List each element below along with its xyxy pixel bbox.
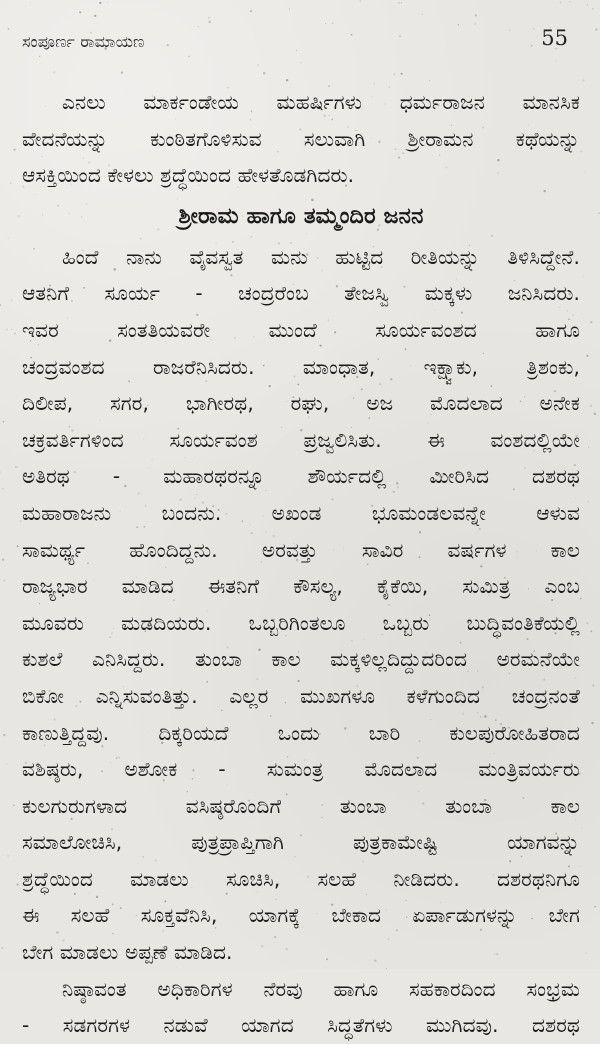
text-line: ಮಹಾರಾಜನು ಬಂದನು. ಅಖಂಡ ಭೂಮಂಡಲವನ್ನೇ ಆಳುವ [22,500,580,525]
text-line: ಈ ಸಲಹೆ ಸೂಕ್ತವೆನಿಸಿ, ಯಾಗಕ್ಕೆ ಬೇಕಾದ ಏರ್ಪಾಡುಗಳನ್ನು ಬೇಗ [22,903,580,928]
page-header [22,26,580,60]
text-line: ಅತಿರಥ - ಮಹಾರಥರನ್ನೂ ಶೌರ್ಯದಲ್ಲಿ ಮೀರಿಸಿದ ದಶರಥ [22,464,580,489]
text-line: ರಾಜ್ಯಭಾರ ಮಾಡಿದ ಈತನಿಗೆ ಕೌಸಲ್ಯ, ಕೈಕೆಯಿ, ಸುಮಿತ್ರ ಎಂಬ [22,574,580,599]
page-content [22,84,580,1044]
text-line: ಕುಶಲೆ ಎನಿಸಿದ್ದರು. ತುಂಬಾ ಕಾಲ ಮಕ್ಕಳಿಲ್ಲದಿದ್ದುದರಿಂದ ಅರಮನೆಯೇ [22,647,580,672]
text-line: ಬೇಗ ಮಾಡಲು ಅಪ್ಪಣೆ ಮಾಡಿದ. [22,940,233,965]
text-line: ವಶಿಷ್ಠರು, ಅಶೋಕ - ಸುಮಂತ್ರ ಮೊದಲಾದ ಮಂತ್ರಿವರ್ಯರು [22,757,580,782]
text-line: - ಸಡಗರಗಳ ನಡುವೆ ಯಾಗದ ಸಿದ್ಧತೆಗಳು ಮುಗಿದವು. ದಶರಥ [22,1013,580,1038]
text-line: ಇವರ ಸಂತತಿಯವರೇ ಮುಂದೆ ಸೂರ್ಯವಂಶದ ಹಾಗೂ [22,317,580,342]
text-line: ಬಿಕೋ ಎನ್ನಿಸುವಂತಿತ್ತು. ಎಲ್ಲರ ಮುಖಗಳೂ ಕಳೆಗುಂದಿದ ಚಂದ್ರನಂತೆ [22,683,580,708]
text-line: ಹಿಂದೆ ನಾನು ವೈವಸ್ವತ ಮನು ಹುಟ್ಟಿದ ರೀತಿಯನ್ನು ತಿಳಿಸಿದ್ದೇನೆ. [62,244,580,269]
text-line: ಕಾಣುತ್ತಿದ್ದವು. ದಿಕ್ಕರಿಯದೆ ಒಂದು ಬಾರಿ ಕುಲಪುರೋಹಿತರಾದ [22,720,580,745]
section-heading: ಶ್ರೀರಾಮ ಹಾಗೂ ತಮ್ಮಂದಿರ ಜನನ [178,203,424,229]
page-number: 55 [541,26,568,50]
text-line: ವೇದನೆಯನ್ನು ಕುಂಠಿತಗೊಳಿಸುವ ಸಲುವಾಗಿ ಶ್ರೀರಾಮನ ಕಥೆಯನ್ನು [22,126,580,151]
text-line: ಶ್ರದ್ಧೆಯಿಂದ ಮಾಡಲು ಸೂಚಿಸಿ, ಸಲಹೆ ನೀಡಿದರು. ದಶರಥನಿಗೂ [22,866,580,891]
text-line: ಕುಲಗುರುಗಳಾದ ವಸಿಷ್ಠರೊಂದಿಗೆ ತುಂಬಾ ತುಂಬಾ ಕಾಲ [22,793,580,818]
text-line: ಸಮಾಲೋಚಿಸಿ, ಪುತ್ರಪ್ರಾಪ್ತಿಗಾಗಿ ಪುತ್ರಕಾಮೇಷ್ಟಿ ಯಾಗವನ್ನು [22,830,580,855]
text-line: ಆಸಕ್ತಿಯಿಂದ ಕೇಳಲು ಶ್ರದ್ಧೆಯಿಂದ ಹೇಳತೊಡಗಿದರು. [22,163,355,188]
running-title: ಸಂಪೂರ್ಣ ರಾಮಾಯಣ [22,32,145,51]
text-line: ಚಂದ್ರವಂಶದ ರಾಜರೆನಿಸಿದರು. ಮಾಂಧಾತ, ಇಕ್ಷ್ವಾಕು, ತ್ರಿಶಂಕು, [22,354,580,379]
text-line: ಮೂವರು ಮಡದಿಯರು. ಒಬ್ಬರಿಗಿಂತಲೂ ಒಬ್ಬರು ಬುದ್ಧಿವಂತಿಕೆಯಲ್ಲಿ [22,610,580,635]
text-line: ಚಕ್ರವರ್ತಿಗಳಿಂದ ಸೂರ್ಯವಂಶ ಪ್ರಜ್ವಲಿಸಿತು. ಈ ವಂಶದಲ್ಲಿಯೇ [22,427,580,452]
text-line: ಸಾಮರ್ಥ್ಯ ಹೊಂದಿದ್ದನು. ಅರವತ್ತು ಸಾವಿರ ವರ್ಷಗಳ ಕಾಲ [22,537,580,562]
text-line: ದಿಲೀಪ, ಸಗರ, ಭಾಗೀರಥ, ರಘು, ಅಜ ಮೊದಲಾದ ಅನೇಕ [22,391,580,416]
text-line: ಎನಲು ಮಾರ್ಕಂಡೇಯ ಮಹರ್ಷಿಗಳು ಧರ್ಮರಾಜನ ಮಾನಸಿಕ [62,90,580,114]
text-line: ನಿಷ್ಠಾವಂತ ಅಧಿಕಾರಿಗಳ ನೆರವು ಹಾಗೂ ಸಹಕಾರದಿಂದ ಸಂಭ್ರಮ [62,976,580,1001]
text-line: ಆತನಿಗೆ ಸೂರ್ಯ - ಚಂದ್ರರೆಂಬ ತೇಜಸ್ವಿ ಮಕ್ಕಳು ಜನಿಸಿದರು. [22,281,580,306]
